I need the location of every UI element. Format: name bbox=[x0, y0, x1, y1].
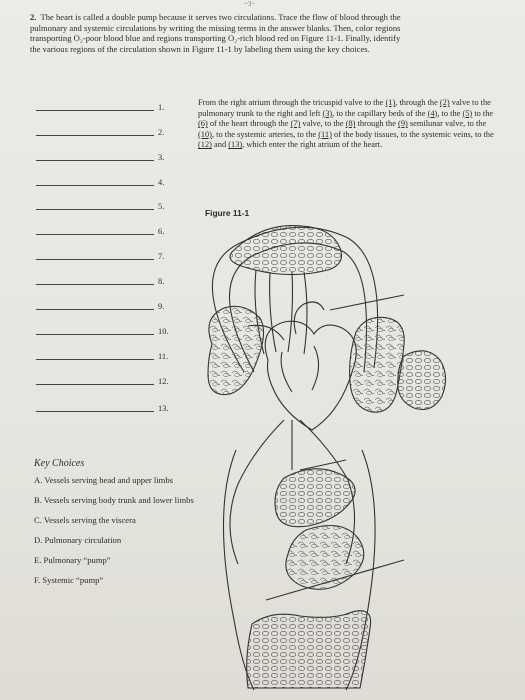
head-vessel bbox=[288, 272, 293, 352]
key-choice-f: F. Systemic “pump” bbox=[34, 575, 104, 585]
answer-blank[interactable]: 11. bbox=[36, 349, 186, 361]
key-choice-e: E. Pulmonary “pump” bbox=[34, 555, 111, 565]
head-vessel bbox=[304, 272, 307, 354]
heart-chamber bbox=[312, 346, 319, 390]
heart-chamber bbox=[281, 352, 292, 392]
answer-blank[interactable]: 13. bbox=[36, 401, 186, 413]
question-number: 2. bbox=[30, 12, 37, 22]
blank-ref: (5) bbox=[462, 108, 473, 118]
answer-blank[interactable]: 4. bbox=[36, 175, 186, 187]
answer-blank[interactable]: 6. bbox=[36, 224, 186, 236]
right-lung bbox=[350, 317, 405, 412]
blank-ref: (7) bbox=[290, 119, 301, 129]
fill-in-paragraph: From the right atrium through the tricuspid valve to the (1), through the (2) valve to the pulmonary trunk to the right and left (3), to the capillary beds of the (4), to the (5) to the (6) of the heart through the (7) valve, to the (8) through the (9) semilunar valve, to the (10), to the systemic arteries, to the (11) of the body tissues, to the systemic veins, to the (12) and (13), which enter the right atrium of the heart. bbox=[198, 98, 494, 150]
key-choice-d: D. Pulmonary circulation bbox=[34, 535, 122, 545]
answer-blank[interactable]: 2. bbox=[36, 125, 186, 137]
answer-blank[interactable]: 8. bbox=[36, 274, 186, 286]
head-vessel bbox=[270, 272, 276, 352]
answer-blank[interactable]: 5. bbox=[36, 199, 186, 211]
blank-ref: (8) bbox=[345, 119, 356, 129]
blank-ref: (13) bbox=[228, 140, 243, 150]
page-mark: ~3~ bbox=[244, 0, 256, 8]
aorta bbox=[294, 302, 324, 334]
label-pointer bbox=[330, 295, 404, 310]
answer-blank[interactable]: 10. bbox=[36, 324, 186, 336]
key-choice-c: C. Vessels serving the viscera bbox=[34, 515, 136, 525]
head-capillary-bed bbox=[230, 226, 342, 275]
blank-ref: (1) bbox=[385, 98, 396, 107]
key-choices-title: Key Choices bbox=[34, 458, 85, 469]
blank-ref: (4) bbox=[427, 108, 438, 118]
figure-title: Figure 11-1 bbox=[205, 208, 250, 218]
liver bbox=[275, 469, 355, 527]
blank-ref: (12) bbox=[198, 140, 212, 150]
arm-capillary-bed bbox=[398, 351, 446, 410]
blank-ref: (9) bbox=[398, 119, 408, 129]
answer-blank[interactable]: 7. bbox=[36, 249, 186, 261]
answer-blank[interactable]: 9. bbox=[36, 299, 186, 311]
answer-blank[interactable]: 1. bbox=[36, 100, 186, 112]
heart bbox=[265, 321, 356, 430]
lower-body-capillary-bed bbox=[247, 611, 371, 688]
key-choice-b: B. Vessels serving body trunk and lower limbs bbox=[34, 495, 194, 505]
blank-ref: (6) bbox=[198, 119, 208, 129]
left-lung bbox=[208, 306, 264, 394]
answer-blank[interactable]: 3. bbox=[36, 150, 186, 162]
blank-ref: (11) bbox=[318, 129, 332, 139]
answer-blank[interactable]: 12. bbox=[36, 374, 186, 386]
question-text: The heart is called a double pump because it serves two circulations. Trace the flow of blood through the pulmonary and systemic circulations by writing the missing terms in the answer blanks. Then, color regions transporting O₂-poor blood blue and regions transporting O₂-rich blood red on Figure 11-1. Finally, identify the various regions of the circulation shown in Figure 11-1 by labeling them using the key choices. bbox=[30, 12, 401, 54]
key-choices bbox=[34, 458, 204, 595]
key-choice-a: A. Vessels serving head and upper limbs bbox=[34, 475, 173, 485]
blank-ref: (10) bbox=[198, 129, 212, 139]
digestive-capillary-bed bbox=[286, 526, 364, 590]
blank-ref: (3) bbox=[322, 108, 333, 118]
blank-ref: (2) bbox=[439, 98, 450, 107]
